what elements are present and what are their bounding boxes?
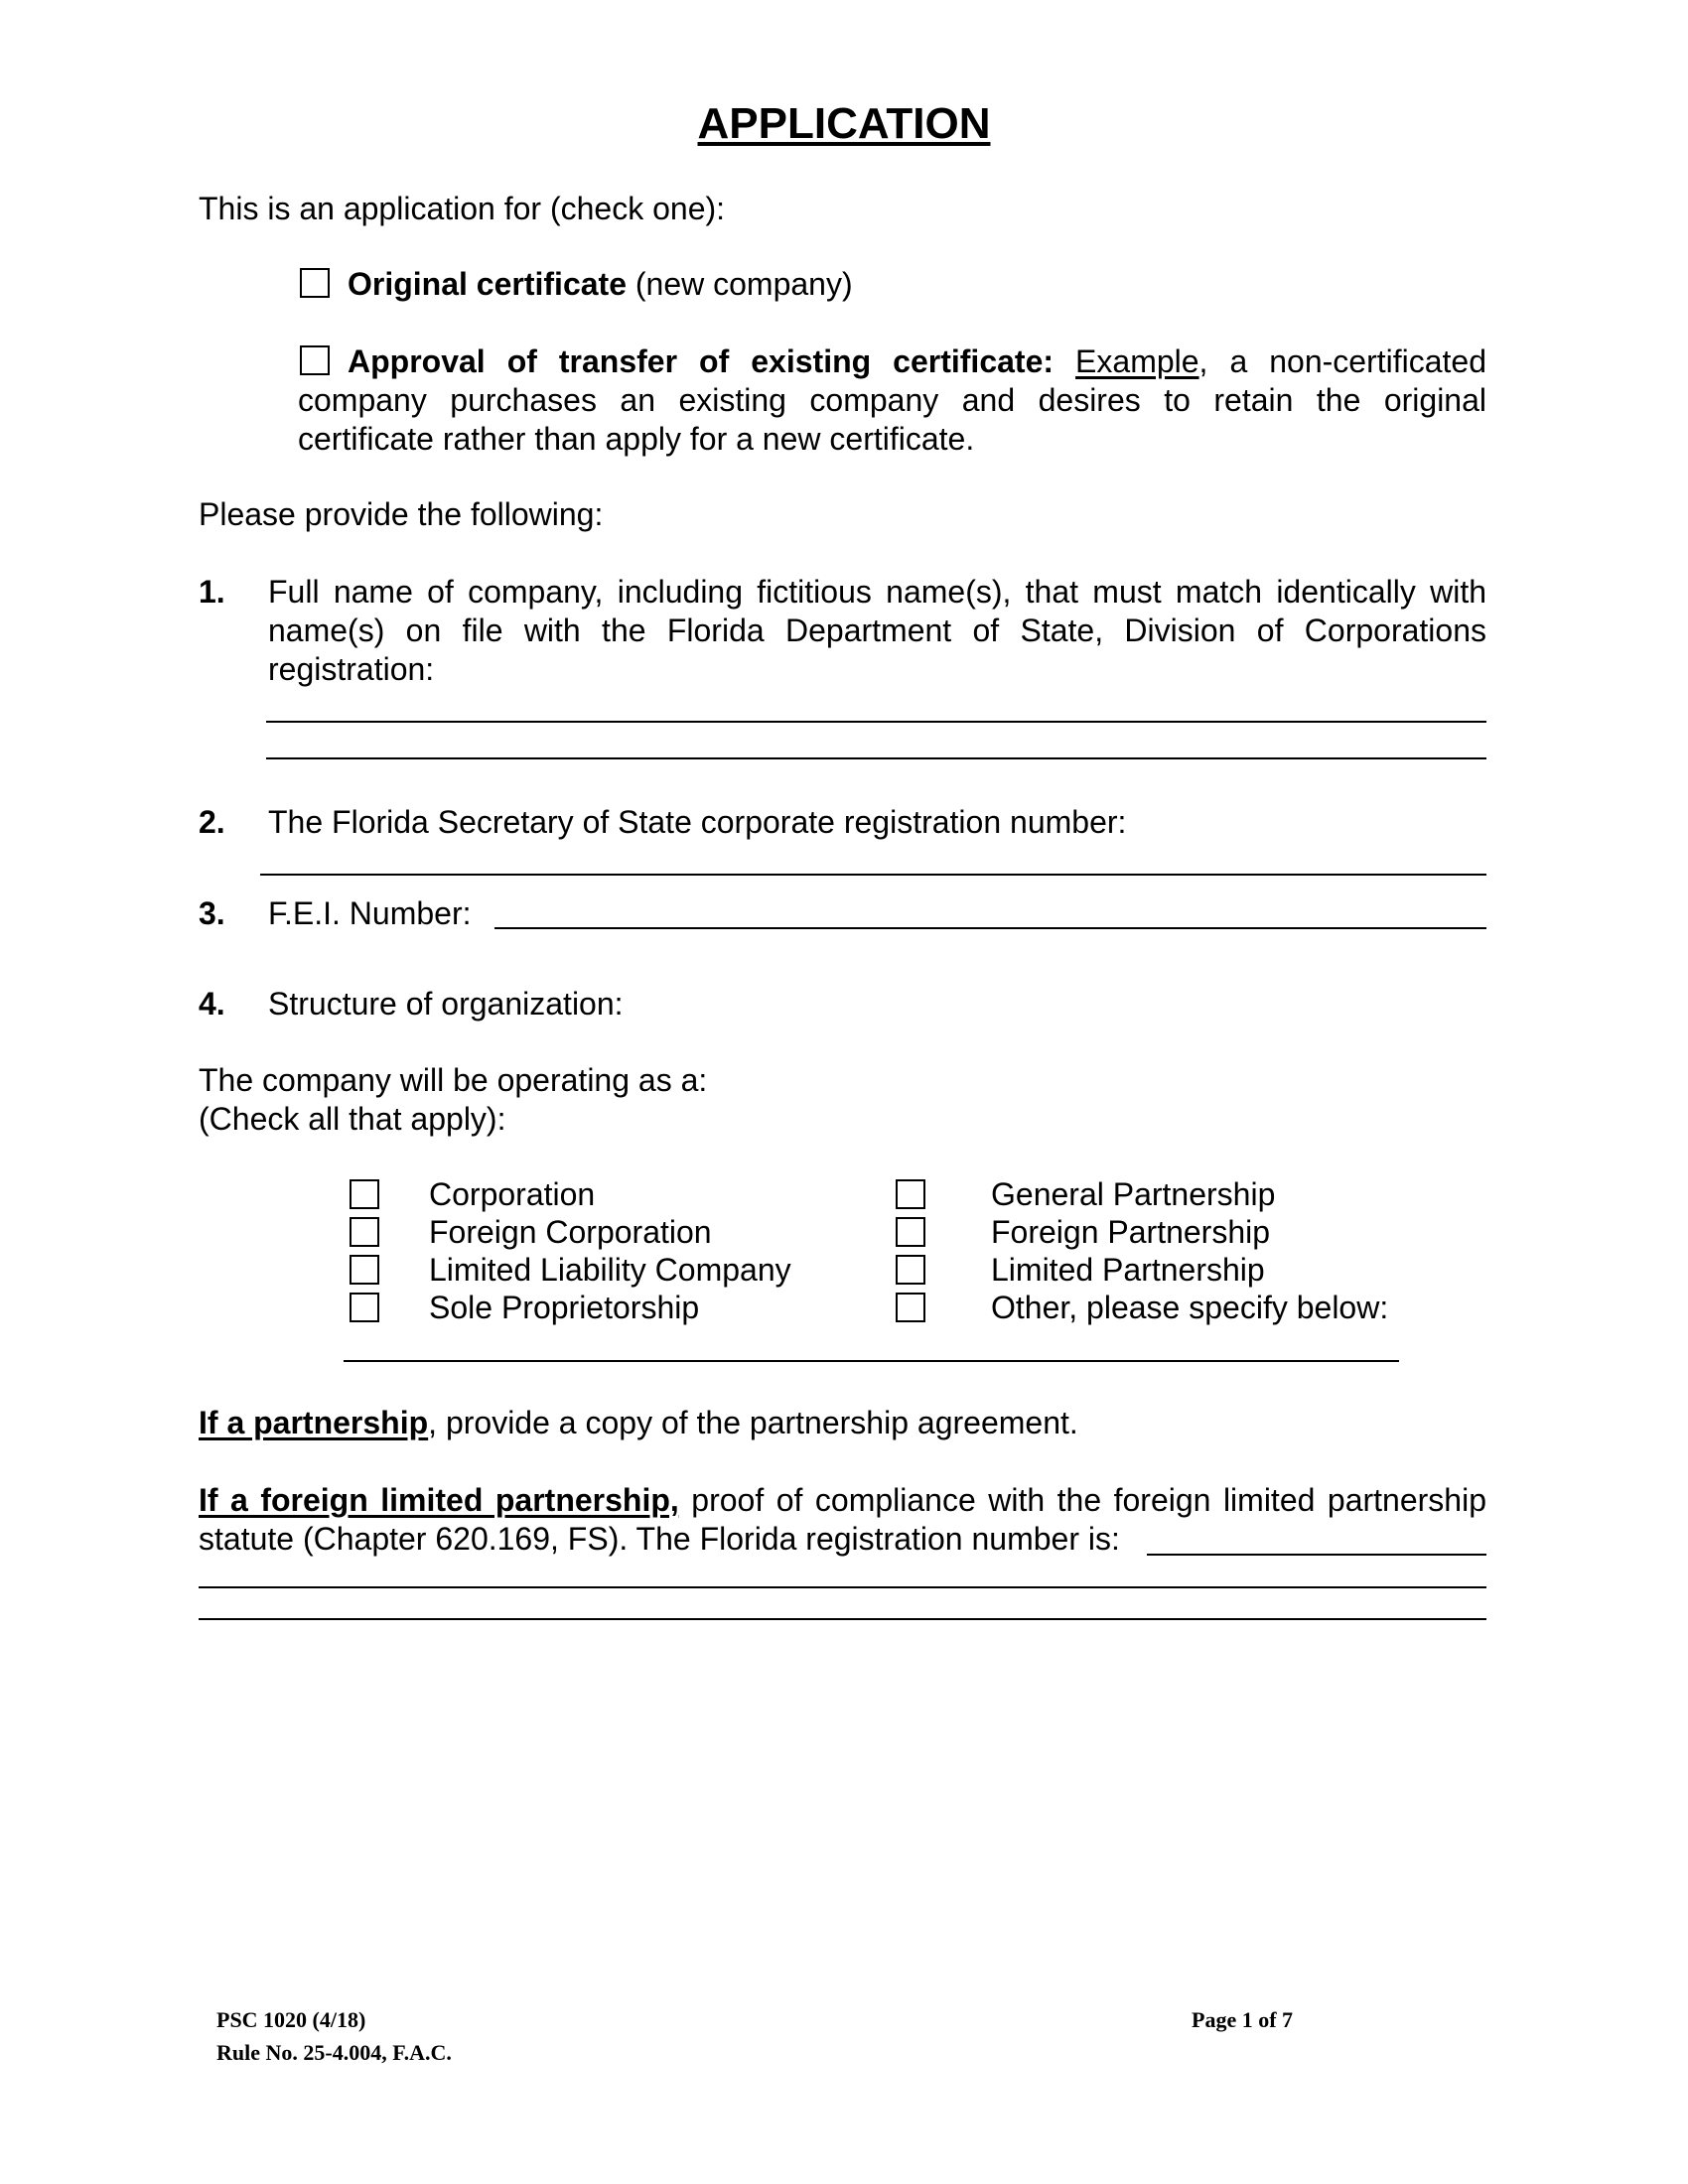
general-partnership-checkbox[interactable] bbox=[896, 1179, 925, 1209]
foreign-partnership-label: Foreign Partnership bbox=[991, 1214, 1271, 1250]
foreign-partnership-checkbox[interactable] bbox=[896, 1217, 925, 1247]
operating-line-2: (Check all that apply): bbox=[199, 1101, 506, 1137]
limited-partnership-label: Limited Partnership bbox=[991, 1252, 1265, 1288]
item-3-number: 3. bbox=[199, 895, 225, 931]
item-1-line-3: registration: bbox=[268, 651, 435, 687]
transfer-line-1-rest: , a non-certificated bbox=[1198, 343, 1487, 379]
foreign-corporation-label: Foreign Corporation bbox=[429, 1214, 712, 1250]
other-checkbox[interactable] bbox=[896, 1293, 925, 1322]
footer-page-number: Page 1 of 7 bbox=[1192, 2007, 1294, 2032]
operating-line-1: The company will be operating as a: bbox=[199, 1062, 708, 1098]
item-1-line-1: Full name of company, including fictitious name(s), that must match identically with bbox=[268, 574, 1486, 610]
footer-rule-number: Rule No. 25-4.004, F.A.C. bbox=[216, 2040, 452, 2065]
item-1-line-2: name(s) on file with the Florida Department of State, Division of Corporations bbox=[268, 613, 1486, 648]
transfer-certificate-checkbox[interactable] bbox=[300, 345, 330, 375]
foreign-corporation-checkbox[interactable] bbox=[350, 1217, 379, 1247]
other-label: Other, please specify below: bbox=[991, 1290, 1389, 1325]
item-4-text: Structure of organization: bbox=[268, 986, 624, 1022]
sole-proprietorship-checkbox[interactable] bbox=[350, 1293, 379, 1322]
item-3-text: F.E.I. Number: bbox=[268, 895, 472, 931]
general-partnership-label: General Partnership bbox=[991, 1176, 1276, 1212]
item-4-number: 4. bbox=[199, 986, 225, 1022]
partnership-lead: If a partnership bbox=[199, 1405, 429, 1440]
original-certificate-label bbox=[348, 266, 853, 303]
foreign-lp-line-2: statute (Chapter 620.169, FS). The Florida registration number is: bbox=[199, 1521, 1120, 1557]
item-1-number: 1. bbox=[199, 574, 225, 610]
llc-checkbox[interactable] bbox=[350, 1255, 379, 1285]
foreign-lp-blank-1[interactable] bbox=[199, 1586, 1486, 1588]
partnership-rest: , provide a copy of the partnership agreement. bbox=[428, 1405, 1078, 1440]
original-certificate-title: Original certificate bbox=[348, 266, 627, 302]
transfer-line-2: company purchases an existing company and desires to retain the original bbox=[298, 382, 1486, 418]
original-certificate-note: (new company) bbox=[634, 266, 853, 302]
foreign-lp-lead: If a foreign limited partnership, bbox=[199, 1482, 679, 1518]
company-name-blank-1[interactable] bbox=[266, 721, 1486, 723]
intro-text: This is an application for (check one): bbox=[199, 191, 726, 226]
fei-number-blank[interactable] bbox=[494, 927, 1486, 929]
original-certificate-checkbox[interactable] bbox=[300, 268, 330, 298]
item-2-number: 2. bbox=[199, 804, 225, 840]
llc-label: Limited Liability Company bbox=[429, 1252, 791, 1288]
page-title: APPLICATION bbox=[697, 99, 991, 148]
corporation-checkbox[interactable] bbox=[350, 1179, 379, 1209]
item-2-text: The Florida Secretary of State corporate registration number: bbox=[268, 804, 1127, 840]
transfer-line-3: certificate rather than apply for a new certificate. bbox=[298, 421, 975, 457]
foreign-lp-line-1 bbox=[199, 1482, 1486, 1519]
foreign-lp-rest: proof of compliance with the foreign limited partnership bbox=[678, 1482, 1487, 1518]
limited-partnership-checkbox[interactable] bbox=[896, 1255, 925, 1285]
partnership-note bbox=[199, 1405, 1078, 1441]
company-name-blank-2[interactable] bbox=[266, 757, 1486, 759]
corporation-label: Corporation bbox=[429, 1176, 596, 1212]
other-specify-blank[interactable] bbox=[344, 1360, 1399, 1362]
provide-text: Please provide the following: bbox=[199, 496, 604, 532]
transfer-example-word: Example bbox=[1075, 343, 1199, 379]
footer-form-number: PSC 1020 (4/18) bbox=[216, 2007, 366, 2032]
transfer-line-1 bbox=[348, 343, 1486, 380]
registration-number-blank[interactable] bbox=[260, 874, 1486, 876]
florida-registration-number-blank[interactable] bbox=[1147, 1554, 1486, 1556]
sole-proprietorship-label: Sole Proprietorship bbox=[429, 1290, 700, 1325]
foreign-lp-blank-2[interactable] bbox=[199, 1618, 1486, 1620]
transfer-title: Approval of transfer of existing certificate: bbox=[348, 343, 1055, 379]
